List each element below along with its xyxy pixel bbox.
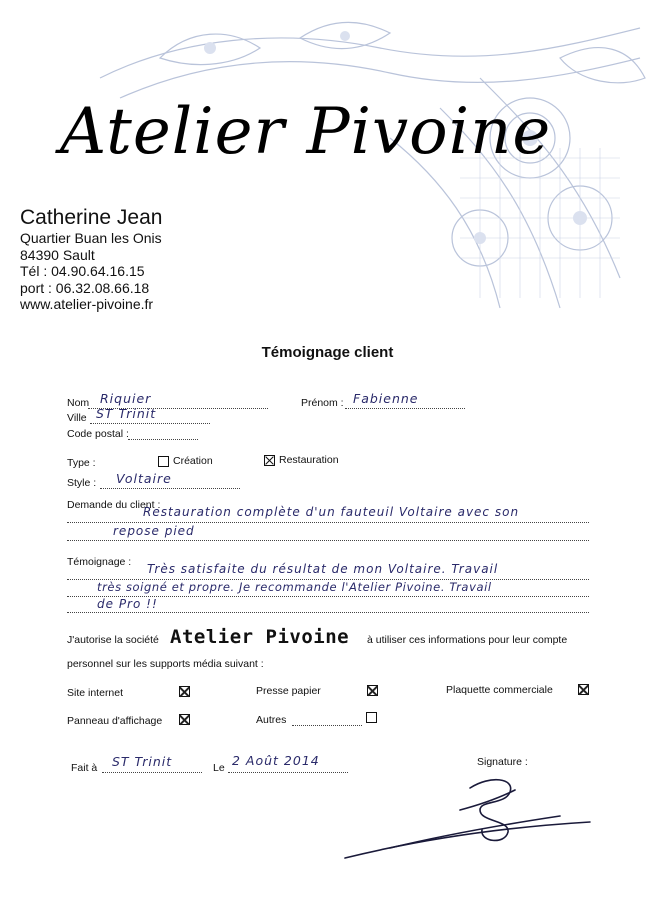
temoignage-line-3 bbox=[67, 612, 589, 613]
demande-text-line2[interactable]: repose pied bbox=[113, 524, 195, 538]
demande-line-2 bbox=[67, 540, 589, 541]
demande-text-line1[interactable]: Restauration complète d'un fauteuil Voltaire avec son bbox=[143, 505, 520, 519]
le-label: Le bbox=[213, 762, 225, 774]
code-postal-label: Code postal : bbox=[67, 428, 129, 440]
temoignage-text-line1[interactable]: Très satisfaite du résultat de mon Voltaire. Travail bbox=[147, 562, 499, 576]
form-title: Témoignage client bbox=[261, 344, 394, 361]
contact-address-line2: 84390 Sault bbox=[20, 246, 95, 263]
temoignage-text-line2[interactable]: très soigné et propre. Je recommande l'Atelier Pivoine. Travail bbox=[97, 580, 492, 594]
media-site-internet-checkbox[interactable] bbox=[179, 686, 190, 697]
nom-label: Nom bbox=[67, 397, 90, 409]
media-autres-line bbox=[292, 725, 362, 726]
contact-name: Catherine Jean bbox=[20, 206, 163, 229]
authorization-prefix: J'autorise la société bbox=[67, 634, 159, 646]
ville-value[interactable]: ST Trinit bbox=[96, 406, 157, 421]
contact-website: www.atelier-pivoine.fr bbox=[20, 296, 154, 312]
demande-line-1 bbox=[67, 522, 589, 523]
authorization-suffix: à utiliser ces informations pour leur compte bbox=[367, 634, 568, 646]
media-plaquette-label: Plaquette commerciale bbox=[446, 684, 553, 696]
fait-a-value[interactable]: ST Trinit bbox=[112, 754, 173, 769]
temoignage-label: Témoignage : bbox=[67, 556, 132, 568]
type-creation-label: Création bbox=[173, 455, 213, 467]
fait-a-label: Fait à bbox=[71, 762, 98, 774]
nom-value[interactable]: Riquier bbox=[100, 391, 152, 406]
prenom-value[interactable]: Fabienne bbox=[353, 391, 419, 406]
signature-label: Signature : bbox=[477, 756, 528, 768]
contact-tel: Tél : 04.90.64.16.15 bbox=[20, 263, 145, 279]
contact-address-line1: Quartier Buan les Onis bbox=[20, 230, 162, 246]
style-label: Style : bbox=[67, 477, 97, 489]
le-value[interactable]: 2 Août 2014 bbox=[232, 753, 320, 768]
prenom-line bbox=[345, 408, 465, 409]
ville-line bbox=[90, 423, 210, 424]
authorization-line2: personnel sur les supports média suivant : bbox=[67, 658, 264, 670]
style-value[interactable]: Voltaire bbox=[116, 471, 172, 486]
code-postal-line bbox=[128, 439, 198, 440]
media-site-internet-label: Site internet bbox=[67, 687, 124, 699]
temoignage-text-line3[interactable]: de Pro !! bbox=[97, 597, 158, 611]
media-presse-papier-label: Presse papier bbox=[256, 685, 321, 697]
media-autres-checkbox[interactable] bbox=[366, 712, 377, 723]
contact-port: port : 06.32.08.66.18 bbox=[20, 279, 150, 296]
media-presse-papier-checkbox[interactable] bbox=[367, 685, 378, 696]
media-autres-label: Autres bbox=[256, 714, 287, 726]
prenom-label: Prénom : bbox=[301, 397, 344, 409]
type-creation-checkbox[interactable] bbox=[158, 456, 169, 467]
ville-label: Ville bbox=[67, 412, 87, 424]
media-panneau-label: Panneau d'affichage bbox=[67, 715, 163, 727]
media-plaquette-checkbox[interactable] bbox=[578, 684, 589, 695]
signature-mark bbox=[330, 770, 600, 870]
contact-block bbox=[20, 206, 162, 313]
logo-text: Atelier Pivoine bbox=[60, 95, 552, 169]
demande-label: Demande du client : bbox=[67, 499, 161, 511]
authorization-brand: Atelier Pivoine bbox=[170, 626, 350, 648]
style-line bbox=[100, 488, 240, 489]
type-label: Type : bbox=[67, 457, 96, 469]
media-panneau-checkbox[interactable] bbox=[179, 714, 190, 725]
type-restauration-checkbox[interactable] bbox=[264, 455, 275, 466]
type-restauration-label: Restauration bbox=[279, 454, 339, 466]
fait-a-line bbox=[102, 772, 202, 773]
